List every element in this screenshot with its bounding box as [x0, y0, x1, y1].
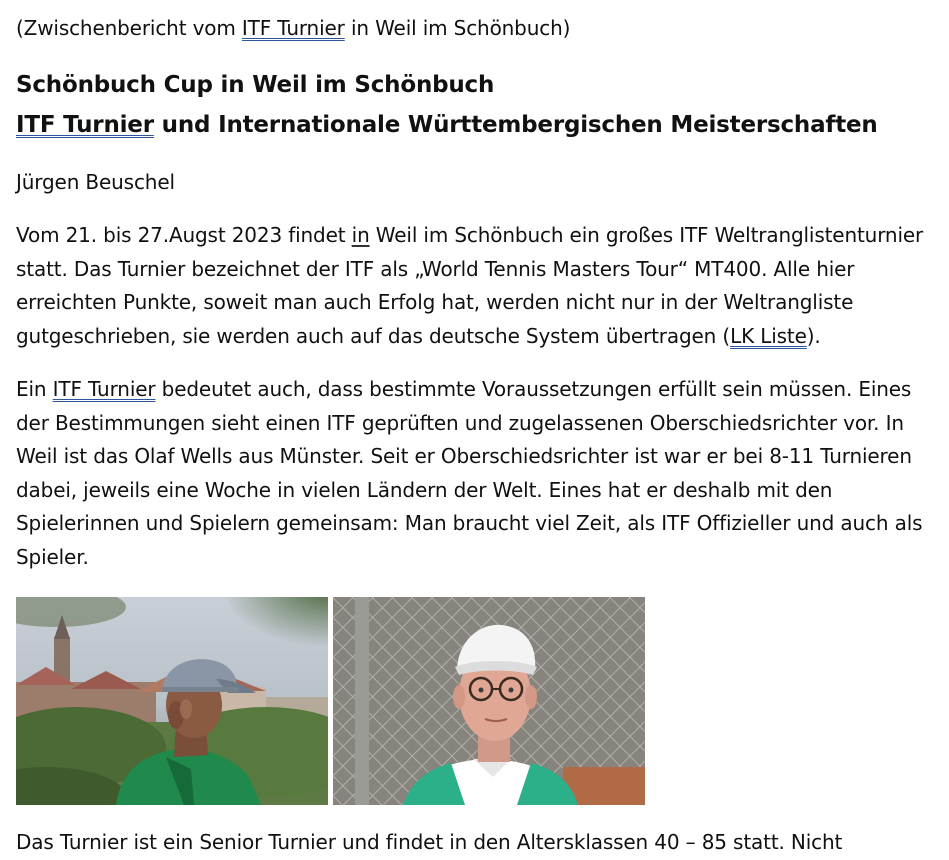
itf-turnier-link[interactable]: ITF Turnier	[241, 16, 345, 40]
intro-prefix: (Zwischenbericht vom	[16, 16, 242, 40]
page-title: Schönbuch Cup in Weil im Schönbuch	[16, 72, 495, 98]
intro-suffix: in Weil im Schönbuch)	[344, 16, 571, 40]
paragraph-1	[16, 219, 926, 353]
para1-text-b: Weil im Schönbuch ein großes ITF Weltranglistenturnier statt. Das Turnier bezeichnet der ITF als „World Tennis Masters Tour“ MT400. Alle hier erreichten Punkte, soweit man auch Erfolg hat, werden nicht nur in der Weltrangliste gutgeschrieben, sie werden auch auf das deutsche System übertragen (	[16, 223, 924, 348]
para2-text-b: bedeutet auch, dass bestimmte Voraussetzungen erfüllt sein müssen. Eines der Bestimmungen sieht einen ITF geprüften und zugelassenen Oberschiedsrichter vor. In Weil ist das Olaf Wells aus Münster. Seit er Oberschiedsrichter ist war er bei 8-11 Turnieren dabei, jeweils eine Woche in vielen Ländern der Welt. Eines hat er deshalb mit den Spielerinnen und Spielern gemeinsam: Man braucht viel Zeit, als ITF Offizieller und auch als Spieler.	[16, 377, 923, 569]
page-subtitle	[16, 105, 878, 145]
para1-text-c: ).	[806, 323, 821, 348]
title-itf-turnier-link[interactable]: ITF Turnier	[16, 112, 154, 138]
lk-liste-link[interactable]: LK Liste	[730, 323, 807, 348]
para1-text-a: Vom 21. bis 27.Augst 2023 findet	[16, 223, 352, 247]
photo-man-grey-cap-icon	[16, 597, 328, 805]
in-link[interactable]: in	[351, 223, 370, 247]
intro-line	[16, 12, 570, 46]
paragraph-3: Das Turnier ist ein Senior Turnier und findet in den Altersklassen 40 – 85 statt. Nicht	[16, 830, 843, 854]
author-name: Jürgen Beuschel	[16, 170, 175, 194]
photo-man-white-cap-icon	[333, 597, 645, 805]
subtitle-rest: und Internationale Württembergischen Meisterschaften	[153, 112, 878, 138]
photo-referee-white-cap	[333, 597, 645, 805]
para2-itf-turnier-link[interactable]: ITF Turnier	[52, 377, 156, 401]
photo-referee-grey-cap	[16, 597, 328, 805]
paragraph-2	[16, 373, 926, 575]
para2-text-a: Ein	[16, 377, 53, 401]
